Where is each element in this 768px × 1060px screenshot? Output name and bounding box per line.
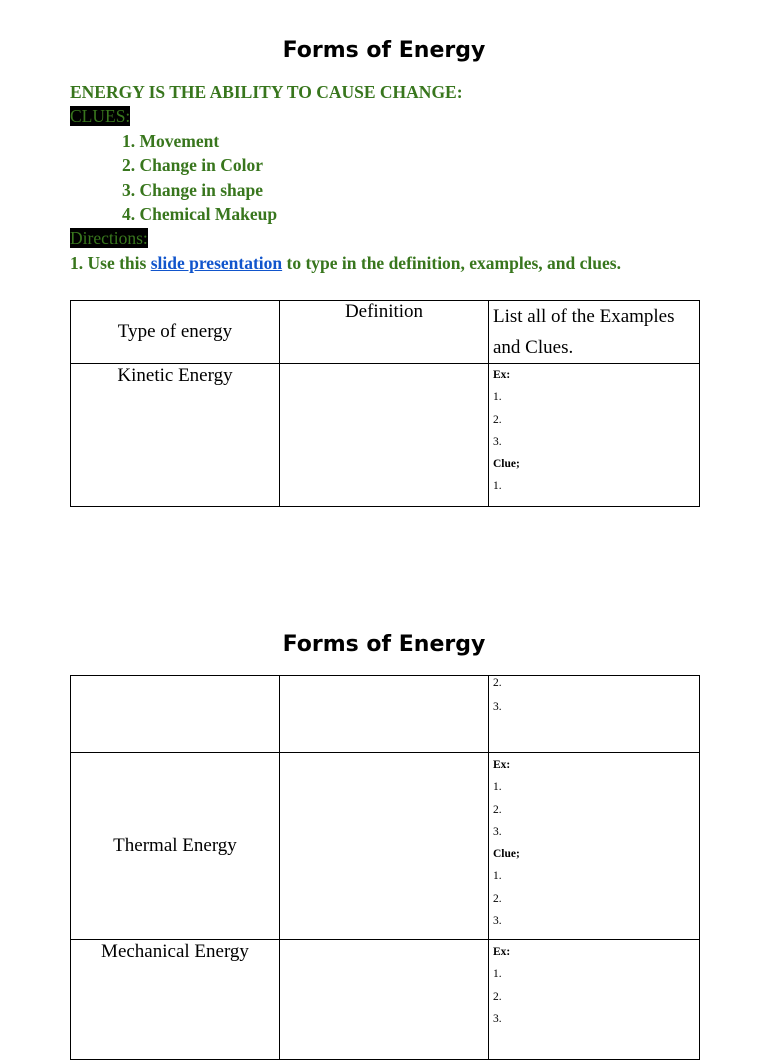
list-item: 3. — [493, 701, 502, 713]
clues-list — [70, 129, 710, 227]
header-definition: Definition — [280, 301, 489, 364]
clue-item: 3. Change in shape — [122, 179, 264, 200]
definition-cell[interactable] — [280, 676, 489, 753]
list-item: 2. — [493, 677, 502, 689]
list-item: 3. — [493, 435, 502, 448]
list-item: 3. — [493, 1012, 502, 1025]
energy-type-kinetic: Kinetic Energy — [71, 364, 280, 507]
list-item: 3. — [493, 825, 502, 838]
list-item: 2. — [493, 990, 502, 1003]
energy-type-thermal: Thermal Energy — [71, 753, 280, 940]
examples-cell[interactable] — [489, 676, 700, 753]
header-examples: List all of the Examples and Clues. — [489, 301, 700, 364]
list-item: 1. — [493, 968, 502, 981]
clue-label: Clue; — [493, 848, 520, 861]
energy-type-cell[interactable] — [71, 676, 280, 753]
clues-label: CLUES: — [70, 106, 131, 127]
clue-label: Clue; — [493, 458, 520, 471]
list-item: 1. — [493, 391, 502, 404]
list-item: 1. — [493, 781, 502, 794]
energy-table — [70, 300, 700, 507]
page-title: Forms of Energy — [282, 632, 486, 657]
energy-table-continued — [70, 675, 700, 1060]
examples-cell[interactable] — [489, 940, 700, 1060]
page-title: Forms of Energy — [282, 38, 486, 63]
definition-cell[interactable] — [280, 364, 489, 507]
intro-section — [70, 80, 710, 275]
table-row — [71, 676, 700, 753]
definition-cell[interactable] — [280, 940, 489, 1060]
direction-suffix: to type in the definition, examples, and clues. — [282, 252, 621, 273]
table-row — [71, 753, 700, 940]
clue-item: 1. Movement — [122, 130, 220, 151]
examples-label: Ex: — [493, 369, 511, 381]
directions-label: Directions: — [70, 228, 148, 249]
intro-heading: ENERGY IS THE ABILITY TO CAUSE CHANGE: — [70, 82, 463, 102]
list-item: 2. — [493, 413, 502, 426]
examples-cell[interactable] — [489, 753, 700, 940]
clue-item: 4. Chemical Makeup — [122, 204, 278, 225]
list-item: 2. — [493, 803, 502, 816]
list-item: 1. — [493, 870, 502, 883]
examples-cell[interactable] — [489, 364, 700, 507]
energy-type-mechanical: Mechanical Energy — [71, 940, 280, 1060]
examples-label: Ex: — [493, 946, 511, 958]
header-row — [71, 301, 700, 364]
list-item: 2. — [493, 892, 502, 905]
direction-prefix: 1. Use this — [70, 252, 151, 273]
definition-cell[interactable] — [280, 753, 489, 940]
table-row — [71, 364, 700, 507]
list-item: 3. — [493, 915, 502, 928]
examples-label: Ex: — [493, 759, 511, 771]
header-type: Type of energy — [71, 301, 280, 364]
slide-presentation-link[interactable]: slide presentation — [150, 252, 283, 273]
clue-item: 2. Change in Color — [122, 155, 263, 176]
direction-step — [70, 251, 710, 275]
list-item: 1. — [493, 480, 502, 493]
table-row — [71, 940, 700, 1060]
